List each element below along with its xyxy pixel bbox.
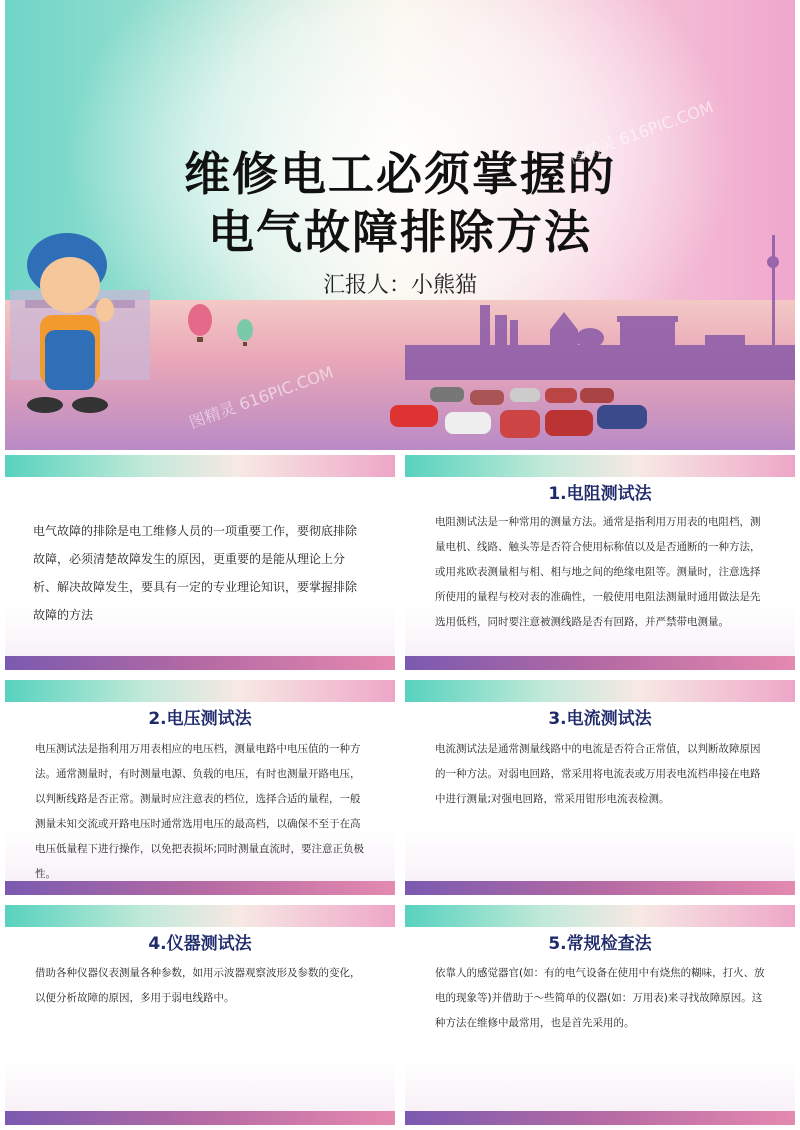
slide-footer-bar xyxy=(5,656,395,670)
slide-header-bar xyxy=(5,905,395,927)
slide-resistance-test xyxy=(405,455,795,670)
cars-group xyxy=(390,387,647,438)
slide-footer-bar xyxy=(405,881,795,895)
slide-body-text: 借助各种仪器仪表测量各种参数，如用示波器观察波形及参数的变化，以便分析故障的原因，多用于弱电线路中。 xyxy=(35,967,361,1004)
slide-title: 1.电阻测试法 xyxy=(548,484,652,504)
slide-title: 5.常规检查法 xyxy=(548,934,652,954)
cover-slide xyxy=(5,0,795,450)
slide-routine-check xyxy=(405,905,795,1125)
watermark: 图精灵 616PIC.COM xyxy=(186,362,336,433)
slide-header-bar xyxy=(5,455,395,477)
slide-body-text: 电流测试法是通常测量线路中的电流是否符合正常值，以判断故障原因的一种方法。对弱电回路，常采用将电流表或万用表电流档串接在电路中进行测量;对强电回路，常采用钳形电流表检测。 xyxy=(435,743,761,805)
slide-header-bar xyxy=(405,680,795,702)
slide-body-text: 电气故障的排除是电工维修人员的一项重要工作，要彻底排除故障，必须清楚故障发生的原因，更重要的是能从理论上分析、解决故障发生，要具有一定的专业理论知识，要掌握排除故障的方法 xyxy=(33,524,358,622)
slide-header-bar xyxy=(405,455,795,477)
slide-footer-bar xyxy=(405,1111,795,1125)
cover-title-line1: 维修电工必须掌握的 xyxy=(184,147,616,201)
slide-body-text: 依靠人的感觉器官(如：有的电气设备在使用中有烧焦的糊味，打火、放电的现象等)并借助于～些简单的仪器(如：万用表)来寻找故障原因。这种方法在维修中最常用，也是首先采用的。 xyxy=(435,967,765,1029)
watermark: 图精灵 616PIC.COM xyxy=(566,97,716,168)
cover-reporter: 汇报人：小熊猫 xyxy=(322,273,477,298)
slide-body-text: 电阻测试法是一种常用的测量方法。通常是指利用万用表的电阻档，测量电机、线路、触头等是否符合使用标称值以及是否通断的一种方法，或用兆欧表测量相与相、相与地之间的绝缘电阻等。测量时，注意选择所使用的量程与校对表的准确性，一般使用电阻法测量时通用做法是先选用低档，同时要注意被测线路是否有回路，并严禁带电测量。 xyxy=(435,516,761,628)
slide-instrument-test xyxy=(5,905,395,1125)
slide-voltage-test xyxy=(5,680,395,895)
hot-air-balloon-icon xyxy=(188,304,212,336)
slide-title: 2.电压测试法 xyxy=(148,709,252,729)
slide-header-bar xyxy=(5,680,395,702)
cover-title-line2: 电气故障排除方法 xyxy=(208,205,592,259)
slide-title: 4.仪器测试法 xyxy=(148,934,252,954)
hot-air-balloon-icon xyxy=(237,319,253,341)
slide-header-bar xyxy=(405,905,795,927)
slide-current-test xyxy=(405,680,795,895)
slide-footer-bar xyxy=(5,1111,395,1125)
slide-intro xyxy=(5,455,395,670)
slide-title: 3.电流测试法 xyxy=(548,709,652,729)
slide-footer-bar xyxy=(5,881,395,895)
slide-body-text: 电压测试法是指利用万用表相应的电压档，测量电路中电压值的一种方法。通常测量时，有时测量电源、负载的电压，有时也测量开路电压，以判断线路是否正常。测量时应注意表的档位，选择合适的量程，一般测量未知交流或开路电压时通常选用电压的最高档，以确保不至于在高电压低量程下进行操作，以免把表损坏;同时测量直流时，要注意正负极性。 xyxy=(35,743,365,880)
slide-footer-bar xyxy=(405,656,795,670)
